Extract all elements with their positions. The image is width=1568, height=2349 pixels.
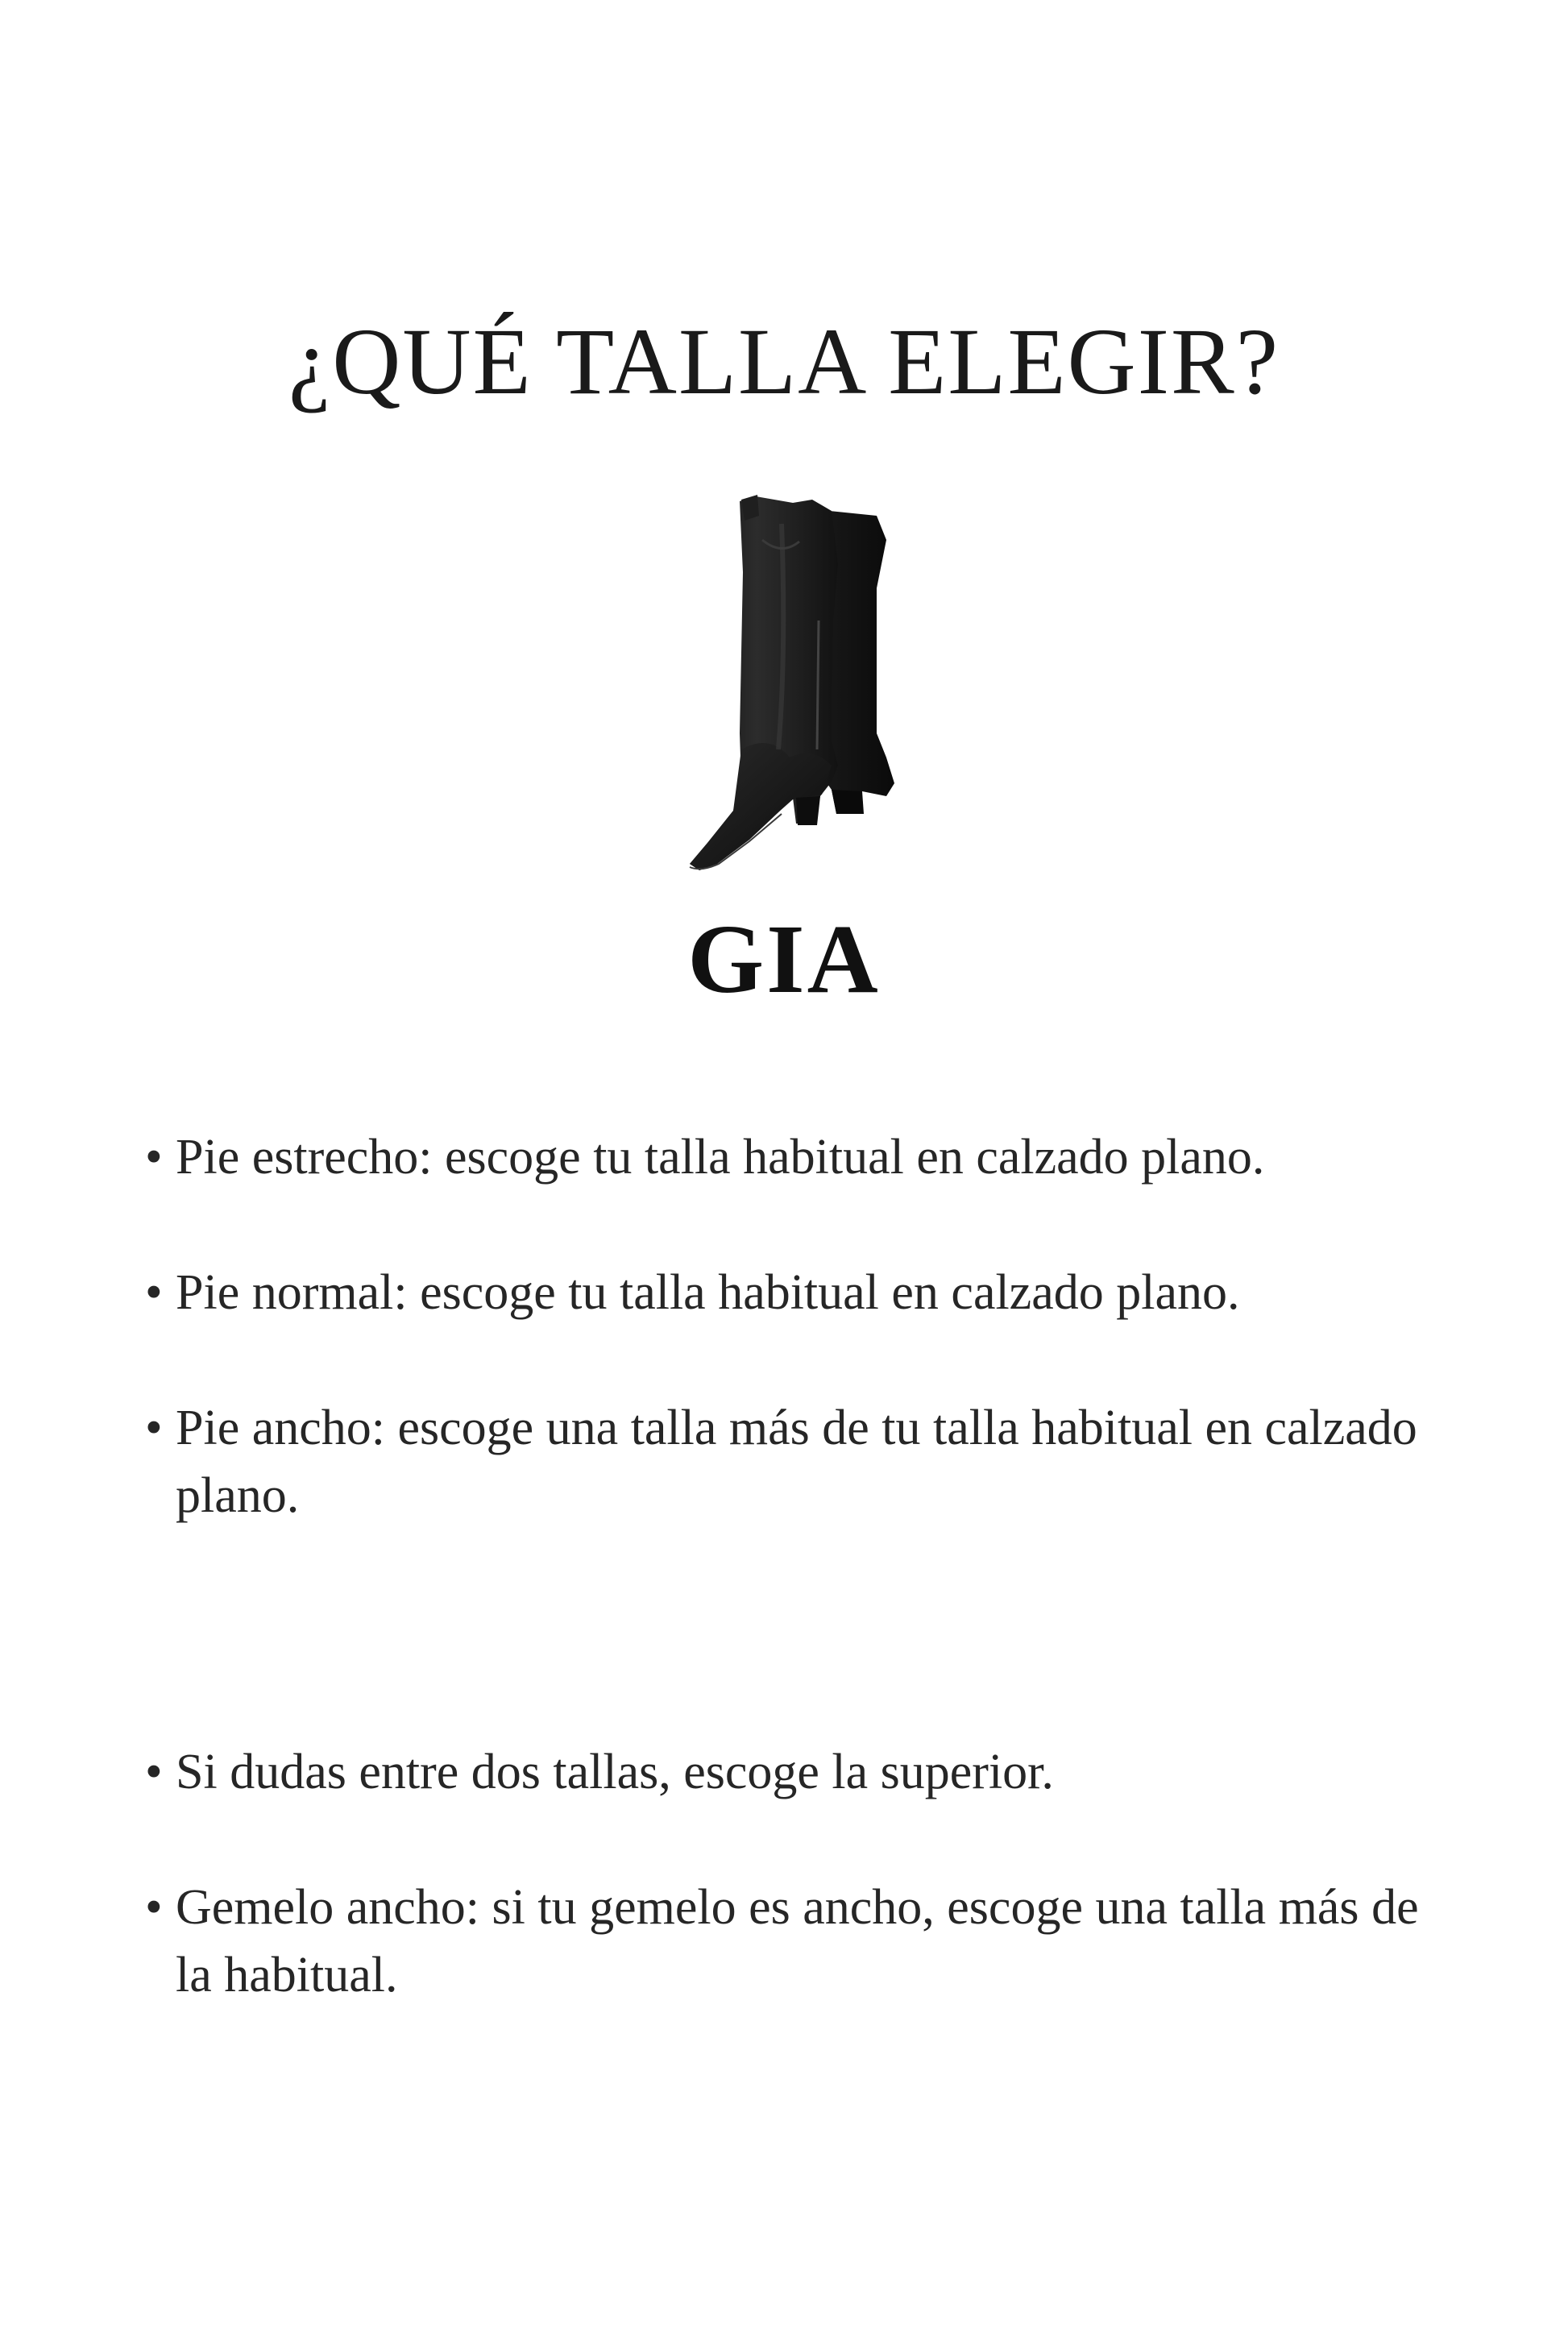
tip-text: Pie estrecho: escoge tu talla habitual en calzado plano. — [176, 1130, 1265, 1185]
product-name: GIA — [687, 905, 881, 1014]
boot-image — [620, 492, 959, 878]
list-item — [145, 1259, 1466, 1326]
bullet: • — [145, 1130, 163, 1185]
page-title: ¿QUÉ TALLA ELEGIR? — [288, 309, 1280, 414]
tip-text: Si dudas entre dos tallas, escoge la superior. — [176, 1745, 1054, 1799]
bullet: • — [145, 1745, 163, 1799]
list-item — [145, 1738, 1466, 1806]
boot-icon — [620, 492, 959, 878]
bullet: • — [145, 1265, 163, 1320]
bullet: • — [145, 1401, 163, 1455]
tip-text: Gemelo ancho: si tu gemelo es ancho, escoge una talla más de la habitual. — [176, 1880, 1419, 2002]
tip-text: Pie ancho: escoge una talla más de tu talla habitual en calzado plano. — [176, 1401, 1417, 1523]
tip-text: Pie normal: escoge tu talla habitual en calzado plano. — [176, 1265, 1240, 1320]
list-item — [145, 1394, 1466, 1529]
list-item — [145, 1123, 1466, 1191]
list-item — [145, 1874, 1466, 2009]
bullet: • — [145, 1880, 163, 1935]
